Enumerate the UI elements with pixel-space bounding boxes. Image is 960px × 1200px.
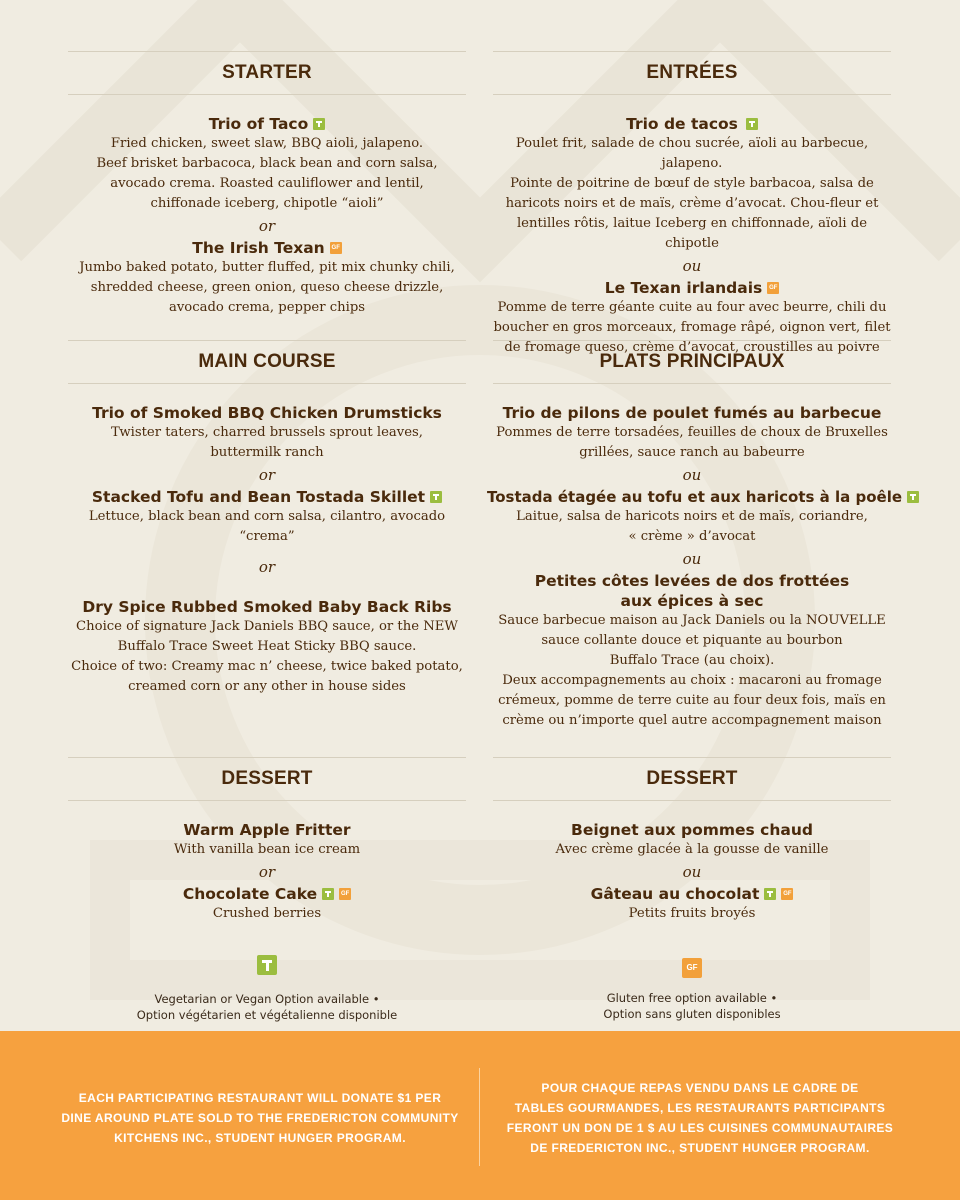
gluten-free-legend [493,955,891,1022]
or-separator: or [258,466,276,484]
dish-description: Sauce barbecue maison au Jack Daniels ou la NOUVELLE sauce collante douce et piquante au bourbon Buffalo Trace (au choix). Deux accompagnements au choix : macaroni au fromage crémeux, pomme de terre cuite au four deux fois, maïs en crème ou n’importe quel autre accompagnement maison [498,613,886,728]
vegetarian-icon [746,118,758,130]
gluten-free-icon: GF [339,888,351,900]
or-separator: ou [682,257,702,275]
plats-principaux-section [487,340,903,731]
dish-description: Jumbo baked potato, butter fluffed, pit mix chunky chili, shredded cheese, green onion, queso cheese drizzle, avocado crema, pepper chips [79,260,455,315]
dish-name: Gâteau au chocolat GF [590,885,792,903]
starter-section [68,51,466,318]
gluten-free-icon: GF [767,282,779,294]
gluten-free-icon: GF [781,888,793,900]
legend-text: Vegetarian or Vegan Option available • Option végétarien et végétalienne disponible [136,992,398,1022]
dish-name: Chocolate Cake GF [182,885,350,903]
dish-name: Le Texan irlandais GF [604,279,778,297]
section-heading: ENTRÉES [493,51,891,95]
dish-description: Petits fruits broyés [628,906,756,921]
section-heading: DESSERT [68,757,466,801]
vegetarian-icon [764,888,776,900]
footer-divider [479,1068,480,1166]
or-separator: or [258,558,276,576]
vegetarian-icon [322,888,334,900]
dessert-section-fr [493,757,891,924]
dish-description: With vanilla bean ice cream [173,842,361,857]
vegetarian-icon [257,955,277,975]
dish-name: Dry Spice Rubbed Smoked Baby Back Ribs [82,598,452,616]
entrees-section [493,51,891,358]
dish-name: Beignet aux pommes chaud [571,821,813,839]
or-separator: ou [682,466,702,484]
dish-name: Warm Apple Fritter [183,821,351,839]
dish-description: Crushed berries [212,906,322,921]
legend-text: Gluten free option available • Option sans gluten disponibles [603,991,781,1021]
vegetarian-legend [68,955,466,1023]
dish-description: Lettuce, black bean and corn salsa, cilantro, avocado “crema” [88,509,446,544]
dessert-section [68,757,466,924]
dish-description: Poulet frit, salade de chou sucrée, aïoli au barbecue, jalapeno. Pointe de poitrine de bœuf de style barbacoa, salsa de haricots noirs et de maïs, crème d’avocat. Chou-fleur et lentilles rôtis, laitue Iceberg en chiffonnade, aïoli de chipotle [505,136,879,251]
dish-description: Fried chicken, sweet slaw, BBQ aioli, jalapeno. Beef brisket barbacoca, black bean and corn salsa, avocado crema. Roasted cauliflower and lentil, chiffonade iceberg, chipotle “aioli” [96,136,438,211]
dish-name: Trio of Taco [68,114,466,134]
footer-text-french: POUR CHAQUE REPAS VENDU DANS LE CADRE DE TABLES GOURMANDES, LES RESTAURANTS PARTICIPANTS FERONT UN DON DE 1 $ AU LES CUISINES COMMUNAUTAIRES DE FREDERICTON INC., STUDENT HUNGER PROGRAM. [506,1081,894,1155]
dish-description: Twister taters, charred brussels sprout leaves, buttermilk ranch [111,425,423,460]
section-heading: DESSERT [493,757,891,801]
or-separator: ou [682,863,702,881]
section-heading: MAIN COURSE [68,340,466,384]
or-separator: ou [682,550,702,568]
dish-description: Pommes de terre torsadées, feuilles de choux de Bruxelles grillées, sauce ranch au babeurre [496,425,888,460]
dish-name: Petites côtes levées de dos frottées aux épices à sec [534,572,850,610]
dish-name: The Irish Texan GF [192,239,340,257]
section-heading: STARTER [68,51,466,95]
section-heading: PLATS PRINCIPAUX [493,340,891,384]
or-separator: or [258,863,276,881]
main-course-section [68,340,466,697]
gluten-free-icon: GF [682,958,702,978]
dish-name: Trio de pilons de poulet fumés au barbecue [502,404,882,422]
donation-footer [0,1031,960,1200]
dish-description: Laitue, salsa de haricots noirs et de maïs, coriandre, « crème » d’avocat [516,509,868,544]
or-separator: or [258,217,276,235]
dish-name: Trio of Smoked BBQ Chicken Drumsticks [92,404,442,422]
dish-name: Trio de tacos [493,114,891,134]
dish-description: Pomme de terre géante cuite au four avec beurre, chili du boucher en gros morceaux, fromage râpé, oignon vert, filet de fromage queso, crème d’avocat, croustilles au poivre [493,300,891,355]
dish-description: Choice of signature Jack Daniels BBQ sauce, or the NEW Buffalo Trace Sweet Heat Sticky BBQ sauce. Choice of two: Creamy mac n’ cheese, twice baked potato, creamed corn or any other in house sides [71,619,463,694]
gluten-free-icon: GF [330,242,342,254]
dish-name: Tostada étagée au tofu et aux haricots à la poêle [487,487,897,507]
vegetarian-icon [907,491,919,503]
dish-description: Avec crème glacée à la gousse de vanille [555,842,829,857]
dish-name: Stacked Tofu and Bean Tostada Skillet [68,487,466,507]
vegetarian-icon [430,491,442,503]
vegetarian-icon [313,118,325,130]
footer-text-english: EACH PARTICIPATING RESTAURANT WILL DONATE $1 PER DINE AROUND PLATE SOLD TO THE FREDERICTON COMMUNITY KITCHENS INC., STUDENT HUNGER PROGRAM. [61,1091,459,1145]
